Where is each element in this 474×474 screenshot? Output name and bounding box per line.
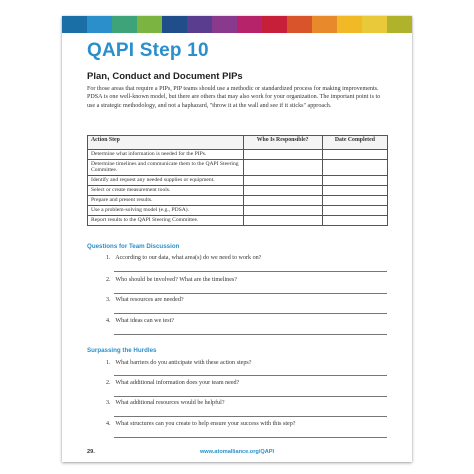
answer-line[interactable] — [114, 334, 387, 335]
discussion-heading: Questions for Team Discussion — [87, 243, 180, 250]
color-bar-segment — [287, 16, 312, 33]
page-title: QAPI Step 10 — [87, 40, 209, 61]
table-row — [88, 206, 388, 216]
color-bar-segment — [262, 16, 287, 33]
answer-line[interactable] — [114, 437, 387, 438]
table-row — [88, 149, 388, 159]
question-text: What additional resources would be helpful? — [115, 400, 225, 406]
action-step-cell: Determine what information is needed for the PIPs. — [88, 149, 244, 159]
color-bar-segment — [212, 16, 237, 33]
color-bar — [62, 16, 412, 33]
hurdles-question — [106, 360, 251, 366]
table-row — [88, 186, 388, 196]
column-header-action-step: Action Step — [88, 136, 244, 150]
date-cell[interactable] — [322, 186, 387, 196]
hurdles-question — [106, 400, 225, 406]
color-bar-segment — [312, 16, 337, 33]
table-row — [88, 176, 388, 186]
color-bar-segment — [237, 16, 262, 33]
responsible-cell[interactable] — [243, 159, 322, 175]
question-text: What ideas can we test? — [115, 318, 174, 324]
column-header-date: Date Completed — [322, 136, 387, 150]
document-page — [62, 16, 412, 462]
question-text: Who should be involved? What are the timelines? — [115, 277, 237, 283]
action-step-cell: Report results to the QAPI Steering Committee. — [88, 216, 244, 226]
date-cell[interactable] — [322, 206, 387, 216]
color-bar-segment — [62, 16, 87, 33]
responsible-cell[interactable] — [243, 196, 322, 206]
action-step-cell: Select or create measurement tools. — [88, 186, 244, 196]
color-bar-segment — [162, 16, 187, 33]
color-bar-segment — [337, 16, 362, 33]
color-bar-segment — [112, 16, 137, 33]
page-number: 29. — [87, 449, 95, 455]
footer-link[interactable]: www.atomalliance.org/QAPI — [199, 449, 275, 455]
color-bar-segment — [387, 16, 412, 33]
question-number: 1. — [106, 255, 111, 261]
question-number: 2. — [106, 380, 111, 386]
hurdles-question — [106, 380, 239, 386]
answer-line[interactable] — [114, 416, 387, 417]
date-cell[interactable] — [322, 159, 387, 175]
responsible-cell[interactable] — [243, 149, 322, 159]
answer-line[interactable] — [114, 271, 387, 272]
color-bar-segment — [187, 16, 212, 33]
hurdles-question — [106, 421, 295, 427]
responsible-cell[interactable] — [243, 186, 322, 196]
action-step-cell: Identify and request any needed supplies or equipment. — [88, 176, 244, 186]
discussion-question — [106, 297, 184, 303]
question-number: 1. — [106, 360, 111, 366]
date-cell[interactable] — [322, 196, 387, 206]
answer-line[interactable] — [114, 375, 387, 376]
question-number: 4. — [106, 421, 111, 427]
color-bar-segment — [87, 16, 112, 33]
responsible-cell[interactable] — [243, 176, 322, 186]
table-row — [88, 159, 388, 175]
hurdles-heading: Surpassing the Hurdles — [87, 347, 157, 354]
answer-line[interactable] — [114, 313, 387, 314]
action-step-cell: Use a problem-solving model (e.g., PDSA). — [88, 206, 244, 216]
page-subtitle: Plan, Conduct and Document PIPs — [87, 71, 243, 82]
action-step-cell: Prepare and present results. — [88, 196, 244, 206]
table-row — [88, 216, 388, 226]
question-text: What structures can you create to help ensure your success with this step? — [115, 421, 296, 427]
color-bar-segment — [137, 16, 162, 33]
question-number: 3. — [106, 297, 111, 303]
intro-paragraph: For those areas that require a PIPs, PIP teams should use a methodic or standardized process for making improvements. PDSA is one well-known model, but there are others that may also work for your organization. The important point is to use a strategic methodology, and not a haphazard, "throw it at the wall and see if it sticks" approach. — [87, 86, 381, 109]
answer-line[interactable] — [114, 293, 387, 294]
answer-line[interactable] — [114, 396, 387, 397]
date-cell[interactable] — [322, 216, 387, 226]
question-text: What additional information does your team need? — [115, 380, 240, 386]
question-number: 3. — [106, 400, 111, 406]
date-cell[interactable] — [322, 149, 387, 159]
responsible-cell[interactable] — [243, 216, 322, 226]
action-step-cell: Determine timelines and communicate them to the QAPI Steering Committee. — [88, 159, 244, 175]
discussion-question — [106, 255, 261, 261]
question-number: 2. — [106, 277, 111, 283]
table-header-row — [88, 136, 388, 150]
question-text: What resources are needed? — [115, 297, 184, 303]
question-text: According to our data, what area(s) do we need to work on? — [115, 255, 262, 261]
color-bar-segment — [362, 16, 387, 33]
column-header-responsible: Who Is Responsible? — [243, 136, 322, 150]
discussion-question — [106, 277, 237, 283]
action-steps-table — [87, 135, 388, 226]
date-cell[interactable] — [322, 176, 387, 186]
question-number: 4. — [106, 318, 111, 324]
question-text: What barriers do you anticipate with these action steps? — [115, 360, 252, 366]
discussion-question — [106, 318, 174, 324]
table-row — [88, 196, 388, 206]
responsible-cell[interactable] — [243, 206, 322, 216]
